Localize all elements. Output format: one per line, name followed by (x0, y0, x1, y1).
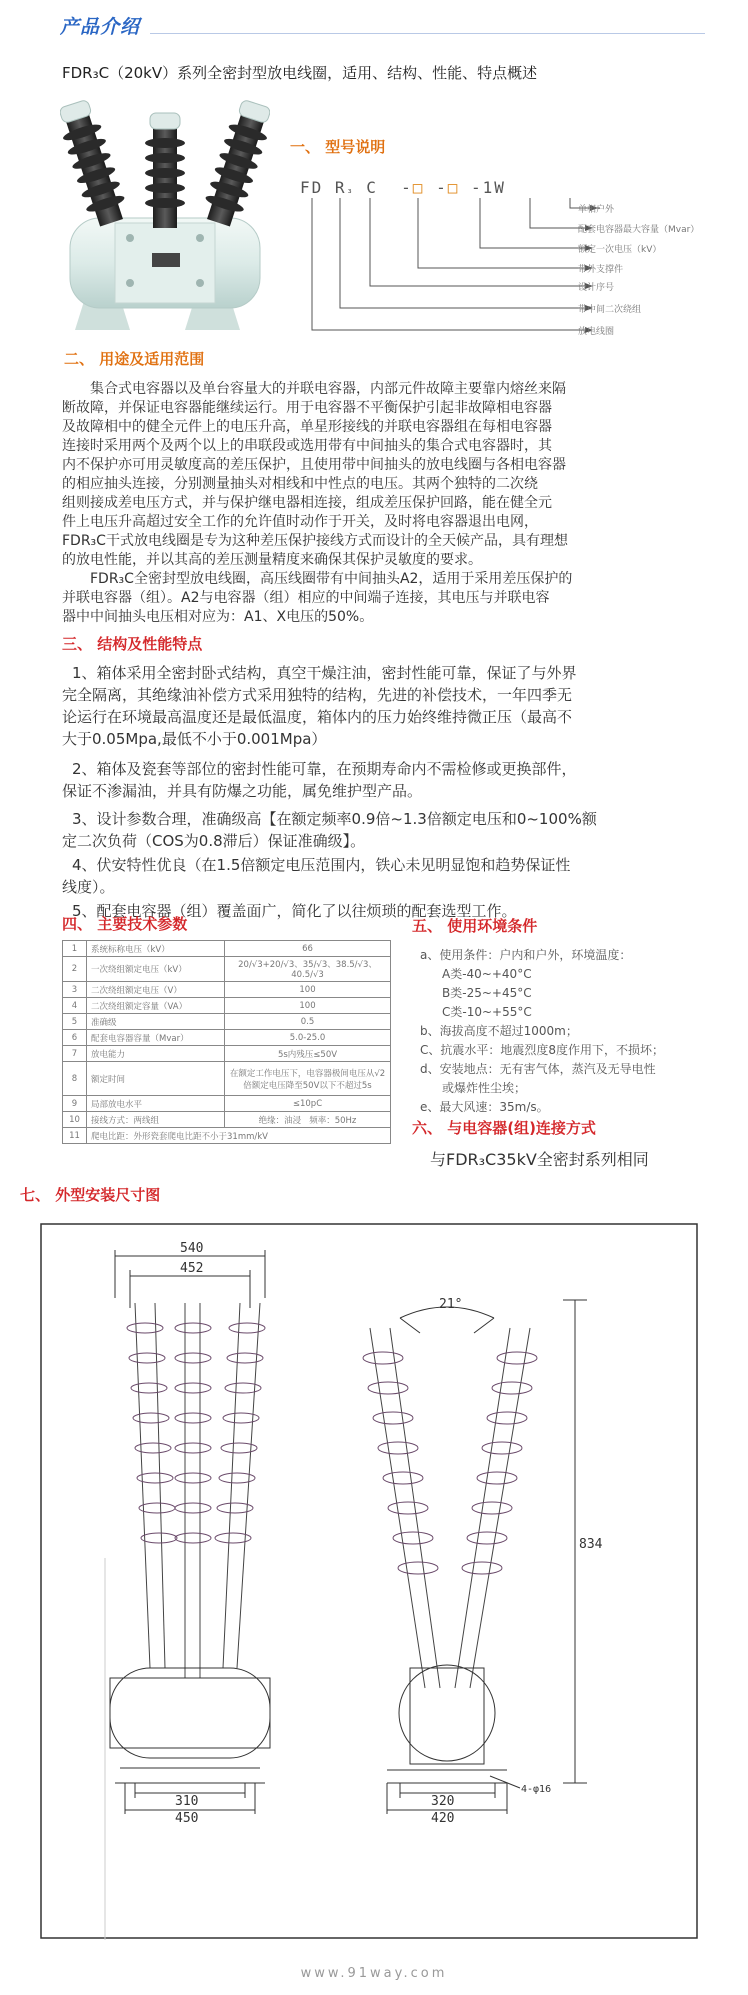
dim-420: 420 (431, 1811, 455, 1826)
section7-heading: 七、 外型安装尺寸图 (20, 1186, 161, 1204)
feature-4: 4、伏安特性优良（在1.5倍额定电压范围内，铁心未见明显饱和趋势保证性 线度）。 (62, 856, 571, 896)
legend-item-6: 带中间二次绕组 (578, 305, 642, 315)
spec-table: 1 系统标称电压（kV） 66 2 一次绕组额定电压（kV） 20/√3+20/√3、35/√3、38.5/√3、40.5/√3 3 二次绕组额定电压（V） 100 4 二次绕组额定容量（VA） 100 5 准确级 0.5 6 配套电容器容量（Mvar） 5.0-25.0 7 放电能力 5s内残压≤50V 8 额定时间 在额定工作电压下，电容器极间电压从√2倍额定电压降至50V以下不超过5s 9 局部放电水平 ≤10pC 10 接线方式：两线组 绝缘：油浸 频率：50Hz 11 爬电比距：外形瓷套爬电比距不小于31mm/kV (62, 940, 391, 1144)
model-diagram-lines (300, 198, 600, 368)
section5-body: a、使用条件：户内和户外，环境温度： A类-40~+40°C B类-25~+45°C C类-10~+55°C b、海拔高度不超过1000m； C、抗震水平：地震烈度8度作用下，不损坏； d、安装地点：无有害气体，蒸汽及无导电性 或爆炸性尘埃； e、最大风速：35m/s。 (420, 948, 665, 1114)
legend-item-3: 额定一次电压（kV） (578, 245, 662, 255)
section3-body (62, 662, 712, 922)
feature-3: 3、设计参数合理，准确级高【在额定频率0.9倍~1.3倍额定电压和0~100%额 定二次负荷（COS为0.8滞后）保证准确级】。 (62, 810, 597, 850)
dim-320: 320 (431, 1794, 455, 1809)
section3-heading: 三、 结构及性能特点 (62, 635, 203, 653)
section2-body: 集合式电容器以及单台容量大的并联电容器，内部元件故障主要靠内熔丝来隔 断故障，并保证电容器能继续运行。用于电容器不平衡保护引起非故障相电容器 及故障相中的健全元件上的电压升高，单星形接线的并联电容器组在每相电容器 连接时采用两个及两个以上的串联段或选用带有中间抽头的集合式电容器时，其 内不保护亦可用灵敏度高的差压保护，且使用带中间抽头的放电线圈与各相电容器 的相应抽头连接，分别测量抽头对相线和中性点的电压。其两个独特的二次绕 组则接成差电压方式，并与保护继电器相连接，组成差压保护回路，能在健全元 件上电压升高超过安全工作的允许值时动作于开关，及时将电容器退出电网， FDR₃C干式放电线圈是专为这种差压保护接线方式而设计的全天候产品，具有理想 的放电性能，并以其高的差压测量精度来确保其保护灵敏度的要求。 FDR₃C全密封型放电线圈，高压线圈带有中间抽头A2，适用于采用差压保护的 并联电容器（组）。A2与电容器（组）相应的中间端子连接，其电压与并联电容 器中中间抽头电压相对应为：A1、X电压的50%。 (62, 381, 573, 625)
dim-450: 450 (175, 1811, 199, 1826)
logo-text: 产品介绍 (60, 16, 141, 38)
section5-heading: 五、 使用环境条件 (412, 917, 538, 935)
installation-drawing (15, 1208, 733, 1940)
legend-item-4: 带外支撑件 (578, 265, 624, 275)
section6-heading: 六、 与电容器(组)连接方式 (412, 1119, 596, 1137)
legend-item-2: 配套电容器最大容量（Mvar） (578, 225, 700, 235)
feature-1: 1、箱体采用全密封卧式结构，真空干燥注油，密封性能可靠，保证了与外界 完全隔离，其绝缘油补偿方式采用独特的结构，先进的补偿技术，一年四季无 论运行在环境最高温度还是最低温度，箱体内的压力始终维持微正压（最高不 大于0.05Mpa,最低不小于0.001Mpa） (62, 664, 577, 748)
model-code: FD R₃ C -□ -□ -1W (300, 178, 506, 197)
dim-310: 310 (175, 1794, 199, 1809)
section2-heading: 二、 用途及适用范围 (64, 350, 205, 368)
header-divider (150, 33, 705, 34)
legend-item-5: 设计序号 (578, 283, 615, 293)
intro-title: FDR₃C（20kV）系列全密封型放电线圈，适用、结构、性能、特点概述 (62, 64, 538, 82)
legend-item-1: 单相户外 (578, 205, 615, 215)
dim-holes: 4-φ16 (521, 1784, 552, 1795)
footer-url: www.91way.com (300, 1966, 448, 1981)
feature-5: 5、配套电容器（组）覆盖面广，简化了以往烦琐的配套选型工作。 (72, 902, 517, 920)
dim-452: 452 (180, 1261, 204, 1276)
product-photo (60, 98, 270, 343)
dim-540: 540 (180, 1241, 204, 1256)
section4-heading: 四、 主要技术参数 (62, 915, 188, 933)
dim-834: 834 (579, 1537, 603, 1552)
section1-heading: 一、 型号说明 (290, 138, 386, 156)
section6-text: 与FDR₃C35kV全密封系列相同 (430, 1150, 649, 1169)
dim-angle: 21° (439, 1297, 463, 1312)
legend-item-7: 放电线圈 (578, 327, 615, 337)
feature-2: 2、箱体及瓷套等部位的密封性能可靠，在预期寿命内不需检修或更换部件， 保证不渗漏油，并具有防爆之功能，属免维护型产品。 (62, 760, 577, 800)
